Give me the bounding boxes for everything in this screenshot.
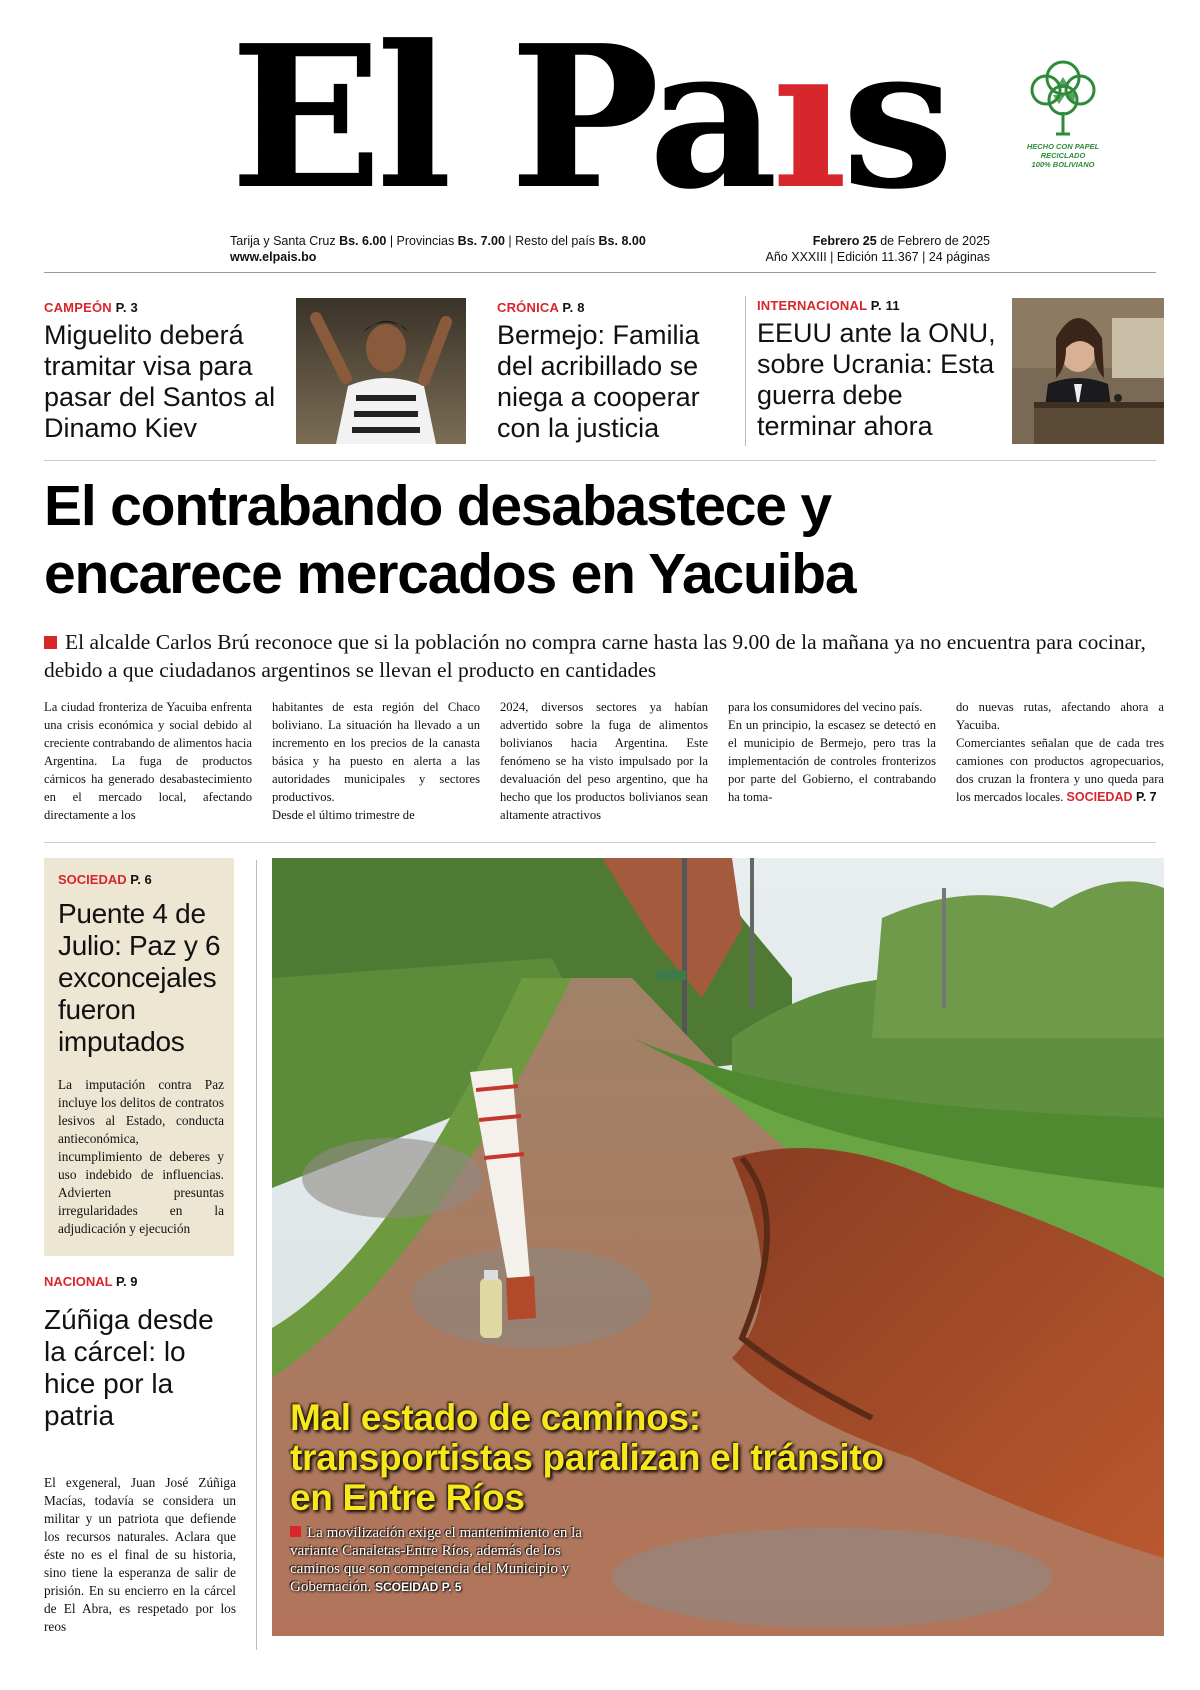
sidebar-body: La imputación contra Paz incluye los delitos de contratos lesivos al Estado, conducta antieconómica, incumplimiento de deberes y uso indebido de influencias. Advierten presuntas irregularidades en la adjudicación y ejecución: [58, 1077, 224, 1236]
red-square-bullet-photo: [290, 1526, 301, 1537]
teaser-1-section: CAMPEÓN: [44, 300, 112, 315]
edition-info: [766, 233, 990, 265]
date-bold: Febrero 25: [812, 234, 877, 248]
price-provincias: Bs. 7.00: [457, 234, 505, 248]
photo-headline[interactable]: Mal estado de caminos: transportistas paralizan el tránsito en Entre Ríos: [290, 1397, 884, 1518]
main-headline-line2: encarece mercados en Yacuiba: [44, 542, 856, 606]
website-link[interactable]: www.elpais.bo: [230, 250, 317, 264]
nacional-kicker[interactable]: [44, 1274, 137, 1289]
logo-text-part2: s: [841, 3, 949, 233]
newspaper-logo[interactable]: [230, 3, 949, 233]
main-body-ref[interactable]: [1067, 790, 1157, 804]
main-body-col5-text: do nuevas rutas, afectando ahora a Yacuiba. Comerciantes señalan que de cada tres camiones con productos agropecuarios, dos cruzan la frontera y uno queda para los mercados locales.: [956, 700, 1164, 804]
price-resto: Bs. 8.00: [598, 234, 646, 248]
road-photo-illustration: [272, 858, 1164, 1636]
nacional-headline[interactable]: Zúñiga desde la cárcel: lo hice por la patria: [44, 1304, 214, 1431]
teaser-3-page: P. 11: [870, 298, 900, 313]
teaser-1-kicker[interactable]: [44, 300, 138, 315]
main-body-col5: [956, 698, 1164, 806]
sidebar-box[interactable]: [44, 858, 234, 1256]
eco-text-1: HECHO CON PAPEL: [1026, 142, 1100, 151]
teaser-2-kicker[interactable]: [497, 300, 585, 315]
teaser-1-photo[interactable]: [296, 298, 466, 444]
main-story-rule: [44, 842, 1156, 843]
nacional-body: El exgeneral, Juan José Zúñiga Macías, todavía se considera un militar y un patriota que defiende los recursos naturales. Aclara que éste no es el final de su historia, sino tiene la esperanza de salir de prisión. En su encierro en la cárcel de El Abra, es respetado por los reos: [44, 1475, 236, 1634]
recycled-paper-badge: [1008, 48, 1118, 168]
main-body-col2: habitantes de esta región del Chaco boliviano. La situación ha llevado a un incremento en los precios de la canasta básica y ha puesto en alerta a las autoridades municipales y sectores productivos. Desde el último trimestre de: [272, 700, 480, 822]
teaser-2-headline[interactable]: Bermejo: Familia del acribillado se niega a cooperar con la justicia: [497, 320, 700, 443]
photo-deck-text: La movilización exige el mantenimiento en la variante Canaletas-Entre Ríos, además de los caminos que son competencia del Municipio y Gobernación.: [290, 1525, 582, 1595]
eco-text-3: 100% BOLIVIANO: [1031, 160, 1095, 169]
main-headline-line1: El contrabando desabastece y: [44, 474, 831, 538]
masthead: [230, 3, 990, 264]
logo-accent-i: ı: [771, 3, 842, 233]
teaser-3-section: INTERNACIONAL: [757, 298, 867, 313]
recycle-tree-icon: [1018, 48, 1108, 138]
main-deck-text: El alcalde Carlos Brú reconoce que si la población no compra carne hasta las 9.00 de la mañana ya no encuentra para cocinar, debido a que ciudadanos argentinos se llevan el producto en cantidades: [44, 630, 1146, 682]
sidebar-page: P. 6: [130, 872, 152, 887]
column-divider: [256, 860, 257, 1650]
sidebar-kicker: [58, 872, 152, 887]
prices-prefix: Tarija y Santa Cruz: [230, 234, 340, 248]
eco-text-2: RECICLADO: [1040, 151, 1086, 160]
prices-mid1: | Provincias: [386, 234, 458, 248]
photo-ref[interactable]: SCOEIDAD P. 5: [374, 1580, 462, 1594]
main-ref-page: P. 7: [1135, 790, 1157, 804]
teaser-rule: [44, 460, 1156, 461]
road-damage-photo[interactable]: [272, 858, 1164, 1636]
main-headline[interactable]: [44, 472, 1164, 608]
nacional-section: NACIONAL: [44, 1274, 113, 1289]
teaser-1-headline[interactable]: Miguelito deberá tramitar visa para pasar del Santos al Dinamo Kiev: [44, 320, 276, 443]
teaser-3-headline[interactable]: EEUU ante la ONU, sobre Ucrania: Esta guerra debe terminar ahora: [757, 318, 996, 441]
teaser-3-photo[interactable]: [1012, 298, 1164, 444]
teaser-2-section: CRÓNICA: [497, 300, 559, 315]
price-info: [230, 233, 646, 265]
masthead-rule: [44, 272, 1156, 273]
teaser-1-page: P. 3: [115, 300, 138, 315]
price-tarija: Bs. 6.00: [339, 234, 387, 248]
teaser-2-page: P. 8: [562, 300, 585, 315]
main-body-col3: 2024, diversos sectores ya habían advertido sobre la fuga de alimentos bolivianos hacia Argentina. Este fenómeno se ha visto impulsado por la devaluación del peso argentino, que ha hecho que los productos bolivianos sean altamente atractivos: [500, 700, 708, 822]
main-body-col4: para los consumidores del vecino país. En un principio, la escasez se detectó en el municipio de Bermejo, pero tras la implementación de controles fronterizos por parte del Gobierno, el contrabando ha toma-: [728, 700, 936, 804]
main-deck: [44, 628, 1154, 684]
sidebar-headline: Puente 4 de Julio: Paz y 6 exconcejales fueron imputados: [58, 898, 221, 1057]
sidebar-section: SOCIEDAD: [58, 872, 127, 887]
prices-mid2: | Resto del país: [504, 234, 599, 248]
edition-line: Año XXXIII | Edición 11.367 | 24 páginas: [765, 250, 990, 264]
main-ref-section: SOCIEDAD: [1066, 790, 1133, 804]
nacional-page: P. 9: [116, 1274, 138, 1289]
main-body-col1: La ciudad fronteriza de Yacuiba enfrenta una crisis económica y social debido al creciente contrabando de alimentos hacia Argentina. La fuga de productos cárnicos ha generado desabastecimiento en el mercado local, afectando directamente a los: [44, 700, 252, 822]
teaser-3-kicker[interactable]: [757, 298, 900, 313]
logo-text-part1: El Pa: [230, 3, 772, 233]
red-square-bullet: [44, 636, 57, 649]
date-rest: de Febrero de 2025: [876, 234, 990, 248]
photo-deck: [290, 1524, 590, 1596]
teaser-divider: [745, 296, 746, 446]
